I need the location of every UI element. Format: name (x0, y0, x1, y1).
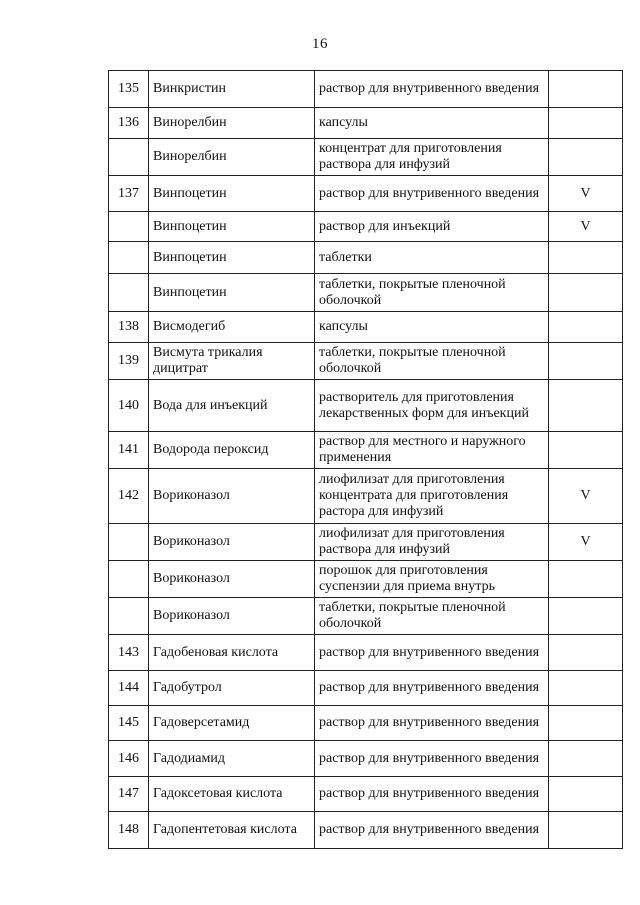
drug-name-cell: Гадобеновая кислота (149, 635, 315, 671)
drug-name-cell: Винорелбин (149, 108, 315, 139)
table-row (109, 312, 623, 343)
drug-name-cell: Вориконазол (149, 598, 315, 635)
row-number-cell (109, 274, 149, 312)
drug-name-cell: Вориконазол (149, 469, 315, 524)
mark-cell (549, 139, 623, 176)
dosage-form-cell: раствор для внутривенного введения (315, 176, 549, 212)
mark-cell (549, 343, 623, 380)
row-number-cell: 145 (109, 706, 149, 741)
table-row (109, 343, 623, 380)
row-number-cell: 142 (109, 469, 149, 524)
mark-cell (549, 274, 623, 312)
mark-cell (549, 380, 623, 432)
dosage-form-cell: раствор для внутривенного введения (315, 71, 549, 108)
drug-name-cell: Вориконазол (149, 561, 315, 598)
table-row (109, 469, 623, 524)
row-number-cell (109, 242, 149, 274)
dosage-form-cell: капсулы (315, 108, 549, 139)
row-number-cell: 144 (109, 671, 149, 706)
dosage-form-cell: растворитель для приготовления лекарственных форм для инъекций (315, 380, 549, 432)
table-row (109, 561, 623, 598)
row-number-cell (109, 139, 149, 176)
drug-name-cell: Винкристин (149, 71, 315, 108)
drug-name-cell: Водорода пероксид (149, 432, 315, 469)
drug-name-cell: Винпоцетин (149, 212, 315, 242)
dosage-form-cell: концентрат для приготовления раствора для инфузий (315, 139, 549, 176)
row-number-cell: 137 (109, 176, 149, 212)
mark-cell (549, 812, 623, 849)
table-row (109, 212, 623, 242)
dosage-form-cell: раствор для инъекций (315, 212, 549, 242)
mark-cell (549, 598, 623, 635)
drug-name-cell: Вода для инъекций (149, 380, 315, 432)
drug-name-cell: Винпоцетин (149, 176, 315, 212)
mark-cell (549, 312, 623, 343)
table-row (109, 432, 623, 469)
mark-cell (549, 71, 623, 108)
dosage-form-cell: порошок для приготовления суспензии для приема внутрь (315, 561, 549, 598)
drug-name-cell: Висмута трикалия дицитрат (149, 343, 315, 380)
row-number-cell (109, 598, 149, 635)
drug-table-body (109, 71, 623, 849)
dosage-form-cell: раствор для внутривенного введения (315, 671, 549, 706)
drug-name-cell: Гадодиамид (149, 741, 315, 777)
row-number-cell: 140 (109, 380, 149, 432)
dosage-form-cell: таблетки, покрытые пленочной оболочкой (315, 274, 549, 312)
row-number-cell: 147 (109, 777, 149, 812)
table-row (109, 274, 623, 312)
row-number-cell: 141 (109, 432, 149, 469)
table-row (109, 706, 623, 741)
page-number: 16 (312, 36, 328, 52)
table-row (109, 741, 623, 777)
mark-cell: V (549, 469, 623, 524)
row-number-cell: 138 (109, 312, 149, 343)
table-row (109, 108, 623, 139)
table-row (109, 671, 623, 706)
mark-cell (549, 242, 623, 274)
dosage-form-cell: раствор для внутривенного введения (315, 777, 549, 812)
mark-cell (549, 635, 623, 671)
drug-name-cell: Винпоцетин (149, 274, 315, 312)
row-number-cell: 146 (109, 741, 149, 777)
row-number-cell: 143 (109, 635, 149, 671)
row-number-cell (109, 212, 149, 242)
drug-name-cell: Гадопентетовая кислота (149, 812, 315, 849)
dosage-form-cell: раствор для местного и наружного применения (315, 432, 549, 469)
mark-cell (549, 671, 623, 706)
table-row (109, 242, 623, 274)
mark-cell (549, 432, 623, 469)
mark-cell: V (549, 212, 623, 242)
row-number-cell: 135 (109, 71, 149, 108)
dosage-form-cell: раствор для внутривенного введения (315, 741, 549, 777)
mark-cell (549, 561, 623, 598)
dosage-form-cell: раствор для внутривенного введения (315, 812, 549, 849)
table-row (109, 71, 623, 108)
table-row (109, 524, 623, 561)
dosage-form-cell: раствор для внутривенного введения (315, 706, 549, 741)
dosage-form-cell: таблетки, покрытые пленочной оболочкой (315, 598, 549, 635)
row-number-cell: 148 (109, 812, 149, 849)
table-row (109, 380, 623, 432)
dosage-form-cell: таблетки, покрытые пленочной оболочкой (315, 343, 549, 380)
table-row (109, 635, 623, 671)
mark-cell (549, 777, 623, 812)
row-number-cell (109, 524, 149, 561)
drug-name-cell: Вориконазол (149, 524, 315, 561)
drug-name-cell: Гадоксетовая кислота (149, 777, 315, 812)
dosage-form-cell: таблетки (315, 242, 549, 274)
row-number-cell: 136 (109, 108, 149, 139)
drug-name-cell: Гадоверсетамид (149, 706, 315, 741)
drug-table (108, 70, 623, 849)
table-row (109, 812, 623, 849)
mark-cell (549, 706, 623, 741)
drug-name-cell: Гадобутрол (149, 671, 315, 706)
drug-name-cell: Винорелбин (149, 139, 315, 176)
mark-cell (549, 108, 623, 139)
table-row (109, 777, 623, 812)
table-row (109, 176, 623, 212)
drug-name-cell: Висмодегиб (149, 312, 315, 343)
dosage-form-cell: капсулы (315, 312, 549, 343)
dosage-form-cell: лиофилизат для приготовления концентрата для приготовления растора для инфузий (315, 469, 549, 524)
row-number-cell (109, 561, 149, 598)
dosage-form-cell: раствор для внутривенного введения (315, 635, 549, 671)
dosage-form-cell: лиофилизат для приготовления раствора для инфузий (315, 524, 549, 561)
row-number-cell: 139 (109, 343, 149, 380)
table-row (109, 139, 623, 176)
drug-name-cell: Винпоцетин (149, 242, 315, 274)
mark-cell (549, 741, 623, 777)
mark-cell: V (549, 176, 623, 212)
table-row (109, 598, 623, 635)
mark-cell: V (549, 524, 623, 561)
